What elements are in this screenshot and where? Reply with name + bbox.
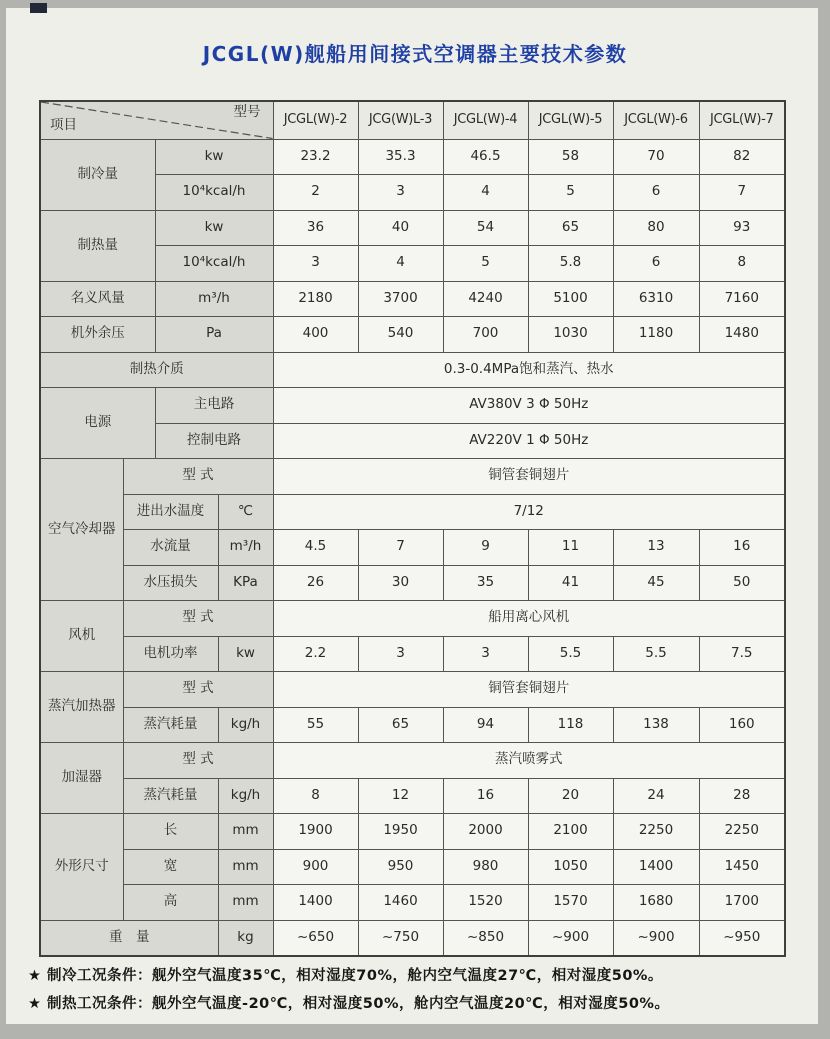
value-cell: ~750 xyxy=(358,920,443,956)
table-row xyxy=(40,636,785,672)
spec-table xyxy=(39,100,786,957)
unit-cell: m³/h xyxy=(155,281,273,317)
value-cell: 1030 xyxy=(528,317,613,353)
label-weight: 重 量 xyxy=(40,920,218,956)
table-row xyxy=(40,885,785,921)
unit-cell: kw xyxy=(218,636,273,672)
value-cell: 2180 xyxy=(273,281,358,317)
table-row xyxy=(40,352,785,388)
value-cell: 4240 xyxy=(443,281,528,317)
value-cell: 20 xyxy=(528,778,613,814)
value-cell: 23.2 xyxy=(273,139,358,175)
value-cell: 6310 xyxy=(613,281,699,317)
value-cell: 3700 xyxy=(358,281,443,317)
table-row xyxy=(40,707,785,743)
value-cell: 24 xyxy=(613,778,699,814)
value-heating-medium: 0.3-0.4MPa饱和蒸汽、热水 xyxy=(273,352,785,388)
value-cell: 1570 xyxy=(528,885,613,921)
unit-cell: 10⁴kcal/h xyxy=(155,246,273,282)
unit-cell: ℃ xyxy=(218,494,273,530)
label-width: 宽 xyxy=(123,849,218,885)
group-steam-heater: 蒸汽加热器 xyxy=(40,672,123,743)
label-heating-medium: 制热介质 xyxy=(40,352,273,388)
value-cell: 1400 xyxy=(613,849,699,885)
page-title: JCGL(W)舰船用间接式空调器主要技术参数 xyxy=(202,42,628,66)
group-air-cooler: 空气冷却器 xyxy=(40,459,123,601)
value-main-circuit: AV380V 3 Φ 50Hz xyxy=(273,388,785,424)
value-cell: 5100 xyxy=(528,281,613,317)
value-cell: 6 xyxy=(613,175,699,211)
label-water-temp: 进出水温度 xyxy=(123,494,218,530)
value-cell: 5 xyxy=(443,246,528,282)
value-cell: 1520 xyxy=(443,885,528,921)
value-cell: 7160 xyxy=(699,281,785,317)
value-cell: 2250 xyxy=(699,814,785,850)
value-cell: 138 xyxy=(613,707,699,743)
value-cell: 1050 xyxy=(528,849,613,885)
value-cell: 46.5 xyxy=(443,139,528,175)
value-cell: 3 xyxy=(358,175,443,211)
value-cell: 54 xyxy=(443,210,528,246)
footnote-cooling-conditions: ★ 制冷工况条件：舰外空气温度35℃，相对湿度70%，舱内空气温度27℃，相对湿度50%。 xyxy=(28,968,663,984)
value-cell: 35.3 xyxy=(358,139,443,175)
corner-model-label: 型号 xyxy=(233,104,261,120)
label-height: 高 xyxy=(123,885,218,921)
value-cell: 700 xyxy=(443,317,528,353)
value-fan-type: 船用离心风机 xyxy=(273,601,785,637)
value-cell: 2000 xyxy=(443,814,528,850)
value-cell: 160 xyxy=(699,707,785,743)
unit-cell: Pa xyxy=(155,317,273,353)
value-cell: 40 xyxy=(358,210,443,246)
value-cell: 5.8 xyxy=(528,246,613,282)
group-power-supply: 电源 xyxy=(40,388,155,459)
value-cell: 5.5 xyxy=(528,636,613,672)
corner-cell xyxy=(40,101,273,139)
value-cell: 2.2 xyxy=(273,636,358,672)
value-cell: 2250 xyxy=(613,814,699,850)
value-cell: ~650 xyxy=(273,920,358,956)
value-cell: 1680 xyxy=(613,885,699,921)
label-fan-type: 型 式 xyxy=(123,601,273,637)
label-cooler-type: 型 式 xyxy=(123,459,273,495)
value-cell: 80 xyxy=(613,210,699,246)
group-external-pressure: 机外余压 xyxy=(40,317,155,353)
value-cell: 9 xyxy=(443,530,528,566)
model-header: JCGL(W)-4 xyxy=(443,101,528,139)
value-cell: 41 xyxy=(528,565,613,601)
value-cell: 55 xyxy=(273,707,358,743)
value-cell: 30 xyxy=(358,565,443,601)
table-row xyxy=(40,139,785,175)
value-cell: 1450 xyxy=(699,849,785,885)
label-control-circuit: 控制电路 xyxy=(155,423,273,459)
value-cell: 1700 xyxy=(699,885,785,921)
value-cell: 65 xyxy=(358,707,443,743)
value-cell: 4 xyxy=(443,175,528,211)
value-cell: 93 xyxy=(699,210,785,246)
label-steam-consumption: 蒸汽耗量 xyxy=(123,778,218,814)
label-water-flow: 水流量 xyxy=(123,530,218,566)
value-cell: ~900 xyxy=(528,920,613,956)
group-cooling-capacity: 制冷量 xyxy=(40,139,155,210)
value-cell: 70 xyxy=(613,139,699,175)
table-row xyxy=(40,494,785,530)
unit-cell: mm xyxy=(218,885,273,921)
table-row xyxy=(40,388,785,424)
table-row xyxy=(40,814,785,850)
value-control-circuit: AV220V 1 Φ 50Hz xyxy=(273,423,785,459)
value-cell: 4.5 xyxy=(273,530,358,566)
value-cell: 11 xyxy=(528,530,613,566)
value-water-temp: 7/12 xyxy=(273,494,785,530)
table-row xyxy=(40,743,785,779)
value-cell: ~900 xyxy=(613,920,699,956)
model-header: JCGL(W)-6 xyxy=(613,101,699,139)
value-cell: 6 xyxy=(613,246,699,282)
footnotes xyxy=(28,963,669,1018)
model-header: JCG(W)L-3 xyxy=(358,101,443,139)
value-cell: 900 xyxy=(273,849,358,885)
group-heating-capacity: 制热量 xyxy=(40,210,155,281)
model-header: JCGL(W)-7 xyxy=(699,101,785,139)
value-cell: ~850 xyxy=(443,920,528,956)
unit-cell: kg/h xyxy=(218,778,273,814)
table-row xyxy=(40,601,785,637)
value-cell: 3 xyxy=(443,636,528,672)
value-cell: 7 xyxy=(699,175,785,211)
value-cell: 13 xyxy=(613,530,699,566)
group-nominal-airflow: 名义风量 xyxy=(40,281,155,317)
value-cell: 1180 xyxy=(613,317,699,353)
table-row xyxy=(40,672,785,708)
table-row xyxy=(40,565,785,601)
table-row xyxy=(40,920,785,956)
model-header: JCGL(W)-5 xyxy=(528,101,613,139)
unit-cell: m³/h xyxy=(218,530,273,566)
value-heater-type: 铜管套铜翅片 xyxy=(273,672,785,708)
unit-cell: kg xyxy=(218,920,273,956)
value-cell: 28 xyxy=(699,778,785,814)
label-humidifier-type: 型 式 xyxy=(123,743,273,779)
label-pressure-loss: 水压损失 xyxy=(123,565,218,601)
unit-cell: kg/h xyxy=(218,707,273,743)
table-row xyxy=(40,459,785,495)
unit-cell: kw xyxy=(155,139,273,175)
label-heater-type: 型 式 xyxy=(123,672,273,708)
corner-item-label: 项目 xyxy=(50,116,77,133)
value-cell: 12 xyxy=(358,778,443,814)
value-cooler-type: 铜管套铜翅片 xyxy=(273,459,785,495)
value-cell: 540 xyxy=(358,317,443,353)
value-cell: 3 xyxy=(273,246,358,282)
value-cell: 36 xyxy=(273,210,358,246)
value-cell: ~950 xyxy=(699,920,785,956)
value-cell: 26 xyxy=(273,565,358,601)
value-cell: 65 xyxy=(528,210,613,246)
footnote-heating-conditions: ★ 制热工况条件：舰外空气温度-20℃，相对湿度50%，舱内空气温度20℃，相对湿度50%。 xyxy=(28,995,670,1012)
table-row xyxy=(40,281,785,317)
value-cell: 16 xyxy=(443,778,528,814)
unit-cell: KPa xyxy=(218,565,273,601)
value-cell: 1950 xyxy=(358,814,443,850)
unit-cell: mm xyxy=(218,814,273,850)
table-row xyxy=(40,849,785,885)
value-cell: 118 xyxy=(528,707,613,743)
unit-cell: mm xyxy=(218,849,273,885)
value-cell: 8 xyxy=(273,778,358,814)
value-cell: 950 xyxy=(358,849,443,885)
value-cell: 50 xyxy=(699,565,785,601)
value-cell: 35 xyxy=(443,565,528,601)
value-cell: 94 xyxy=(443,707,528,743)
table-row xyxy=(40,317,785,353)
value-cell: 1400 xyxy=(273,885,358,921)
value-cell: 400 xyxy=(273,317,358,353)
label-steam-consumption: 蒸汽耗量 xyxy=(123,707,218,743)
value-cell: 5 xyxy=(528,175,613,211)
value-cell: 7 xyxy=(358,530,443,566)
scan-corner-mark xyxy=(30,3,47,13)
value-cell: 8 xyxy=(699,246,785,282)
value-cell: 1480 xyxy=(699,317,785,353)
header-row xyxy=(40,101,785,139)
value-cell: 4 xyxy=(358,246,443,282)
group-humidifier: 加湿器 xyxy=(40,743,123,814)
value-cell: 45 xyxy=(613,565,699,601)
table-row xyxy=(40,778,785,814)
label-length: 长 xyxy=(123,814,218,850)
value-cell: 2100 xyxy=(528,814,613,850)
table-row xyxy=(40,530,785,566)
value-cell: 980 xyxy=(443,849,528,885)
value-cell: 1460 xyxy=(358,885,443,921)
label-motor-power: 电机功率 xyxy=(123,636,218,672)
value-cell: 7.5 xyxy=(699,636,785,672)
value-cell: 5.5 xyxy=(613,636,699,672)
value-cell: 3 xyxy=(358,636,443,672)
value-humidifier-type: 蒸汽喷雾式 xyxy=(273,743,785,779)
value-cell: 82 xyxy=(699,139,785,175)
value-cell: 1900 xyxy=(273,814,358,850)
value-cell: 16 xyxy=(699,530,785,566)
label-main-circuit: 主电路 xyxy=(155,388,273,424)
group-fan: 风机 xyxy=(40,601,123,672)
group-dimensions: 外形尺寸 xyxy=(40,814,123,921)
table-row xyxy=(40,210,785,246)
value-cell: 58 xyxy=(528,139,613,175)
model-header: JCGL(W)-2 xyxy=(273,101,358,139)
unit-cell: kw xyxy=(155,210,273,246)
value-cell: 2 xyxy=(273,175,358,211)
unit-cell: 10⁴kcal/h xyxy=(155,175,273,211)
